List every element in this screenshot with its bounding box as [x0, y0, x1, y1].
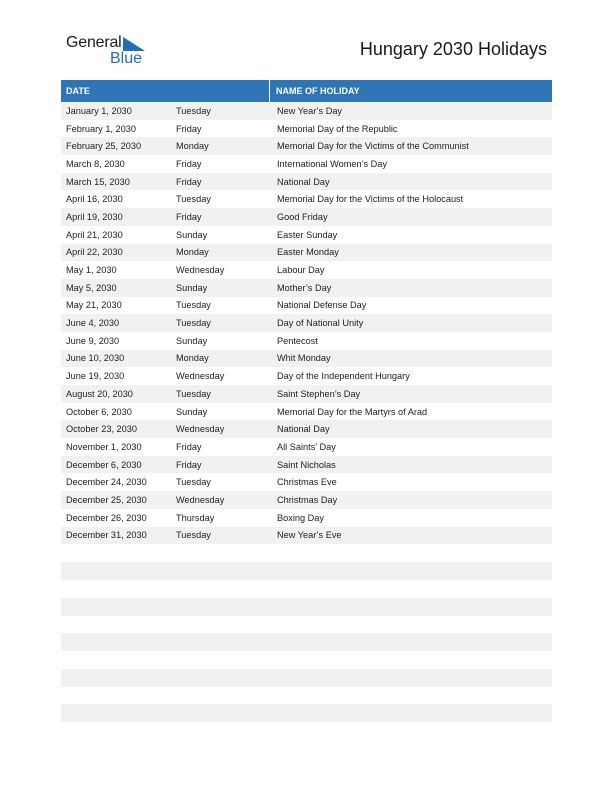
table-row [61, 438, 552, 456]
holiday-date: April 21, 2030 [66, 229, 123, 240]
empty-row [61, 562, 552, 580]
holiday-weekday: Friday [176, 176, 202, 187]
holiday-weekday: Sunday [176, 282, 208, 293]
holiday-weekday: Tuesday [176, 194, 211, 205]
holiday-date: December 6, 2030 [66, 459, 142, 470]
table-row [61, 491, 552, 509]
holiday-name: Memorial Day of the Republic [277, 123, 398, 134]
holiday-weekday: Friday [176, 158, 202, 169]
logo-text-blue: Blue [110, 50, 143, 67]
table-row [61, 102, 552, 120]
table-row [61, 297, 552, 315]
holiday-weekday: Sunday [176, 229, 208, 240]
holiday-date: January 1, 2030 [66, 105, 132, 116]
holiday-name: Easter Sunday [277, 229, 338, 240]
holiday-weekday: Tuesday [176, 388, 211, 399]
column-header-holiday: NAME OF HOLIDAY [276, 86, 360, 96]
table-row [61, 261, 552, 279]
table-row [61, 314, 552, 332]
holiday-name: Saint Stephen’s Day [277, 388, 361, 399]
table-row [61, 456, 552, 474]
generalblue-logo [66, 34, 156, 70]
table-row [61, 244, 552, 262]
holiday-name: Saint Nicholas [277, 459, 336, 470]
table-row [61, 279, 552, 297]
holiday-weekday: Sunday [176, 406, 208, 417]
holiday-date: February 1, 2030 [66, 123, 136, 134]
table-row [61, 120, 552, 138]
holiday-weekday: Tuesday [176, 300, 211, 311]
holiday-date: April 16, 2030 [66, 194, 123, 205]
table-row [61, 420, 552, 438]
holiday-date: May 5, 2030 [66, 282, 117, 293]
holiday-weekday: Friday [176, 211, 202, 222]
holiday-name: Memorial Day for the Victims of the Communist [277, 141, 469, 152]
table-row [61, 403, 552, 421]
holiday-name: Memorial Day for the Martyrs of Arad [277, 406, 428, 417]
holiday-date: August 20, 2030 [66, 388, 133, 399]
empty-row [61, 669, 552, 687]
table-row [61, 473, 552, 491]
holiday-name: National Day [277, 424, 330, 435]
empty-row [61, 704, 552, 722]
table-row [61, 137, 552, 155]
holiday-date: December 26, 2030 [66, 512, 147, 523]
logo-triangle-icon [123, 37, 145, 51]
holiday-name: Christmas Day [277, 494, 338, 505]
holiday-date: June 4, 2030 [66, 318, 120, 329]
holiday-date: December 24, 2030 [66, 477, 147, 488]
holiday-name: Whit Monday [277, 353, 331, 364]
table-row [61, 527, 552, 545]
holiday-date: June 9, 2030 [66, 335, 120, 346]
holiday-weekday: Wednesday [176, 494, 225, 505]
table-row [61, 208, 552, 226]
holiday-name: International Women’s Day [277, 158, 387, 169]
holiday-weekday: Tuesday [176, 530, 211, 541]
holiday-weekday: Tuesday [176, 477, 211, 488]
holiday-date: June 10, 2030 [66, 353, 125, 364]
holiday-weekday: Wednesday [176, 424, 225, 435]
holiday-name: Mother’s Day [277, 282, 332, 293]
holiday-date: December 31, 2030 [66, 530, 147, 541]
holiday-date: March 15, 2030 [66, 176, 130, 187]
holiday-name: Easter Monday [277, 247, 339, 258]
holiday-date: May 1, 2030 [66, 265, 117, 276]
holiday-name: Memorial Day for the Victims of the Holocaust [277, 194, 464, 205]
holiday-date: June 19, 2030 [66, 371, 125, 382]
holiday-name: National Day [277, 176, 330, 187]
table-header [61, 80, 552, 102]
holiday-weekday: Friday [176, 123, 202, 134]
holiday-weekday: Monday [176, 247, 209, 258]
holiday-date: February 25, 2030 [66, 141, 142, 152]
holiday-date: May 21, 2030 [66, 300, 122, 311]
logo-text-general: General [66, 34, 122, 51]
holiday-weekday: Sunday [176, 335, 208, 346]
holiday-weekday: Friday [176, 441, 202, 452]
holiday-date: December 25, 2030 [66, 494, 147, 505]
holiday-weekday: Tuesday [176, 318, 211, 329]
holiday-weekday: Wednesday [176, 265, 225, 276]
holiday-name: New Year’s Day [277, 105, 343, 116]
holiday-name: New Year’s Eve [277, 530, 342, 541]
holiday-name: Day of the Independent Hungary [277, 371, 410, 382]
table-row [61, 509, 552, 527]
holiday-weekday: Thursday [176, 512, 215, 523]
table-row [61, 350, 552, 368]
table-row [61, 385, 552, 403]
holiday-name: Boxing Day [277, 512, 324, 523]
empty-row [61, 598, 552, 616]
table-row [61, 226, 552, 244]
column-header-date: DATE [61, 80, 270, 102]
holiday-name: Good Friday [277, 211, 328, 222]
holiday-weekday: Tuesday [176, 105, 211, 116]
holiday-date: April 22, 2030 [66, 247, 123, 258]
holiday-name: Christmas Eve [277, 477, 337, 488]
table-row [61, 155, 552, 173]
holiday-date: October 6, 2030 [66, 406, 132, 417]
holiday-date: October 23, 2030 [66, 424, 137, 435]
holiday-name: Day of National Unity [277, 318, 364, 329]
holiday-weekday: Monday [176, 141, 209, 152]
table-row [61, 190, 552, 208]
table-row [61, 367, 552, 385]
holiday-name: Pentecost [277, 335, 318, 346]
table-body [61, 102, 552, 544]
holiday-date: April 19, 2030 [66, 211, 123, 222]
holiday-name: Labour Day [277, 265, 325, 276]
holiday-weekday: Wednesday [176, 371, 225, 382]
page-title: Hungary 2030 Holidays [359, 39, 547, 59]
table-row [61, 332, 552, 350]
holiday-table [61, 80, 552, 544]
holiday-weekday: Monday [176, 353, 209, 364]
holiday-weekday: Friday [176, 459, 202, 470]
holiday-date: November 1, 2030 [66, 441, 142, 452]
holiday-name: All Saints’ Day [277, 441, 336, 452]
empty-row [61, 633, 552, 651]
table-row [61, 173, 552, 191]
holiday-date: March 8, 2030 [66, 158, 125, 169]
holiday-name: National Defense Day [277, 300, 367, 311]
